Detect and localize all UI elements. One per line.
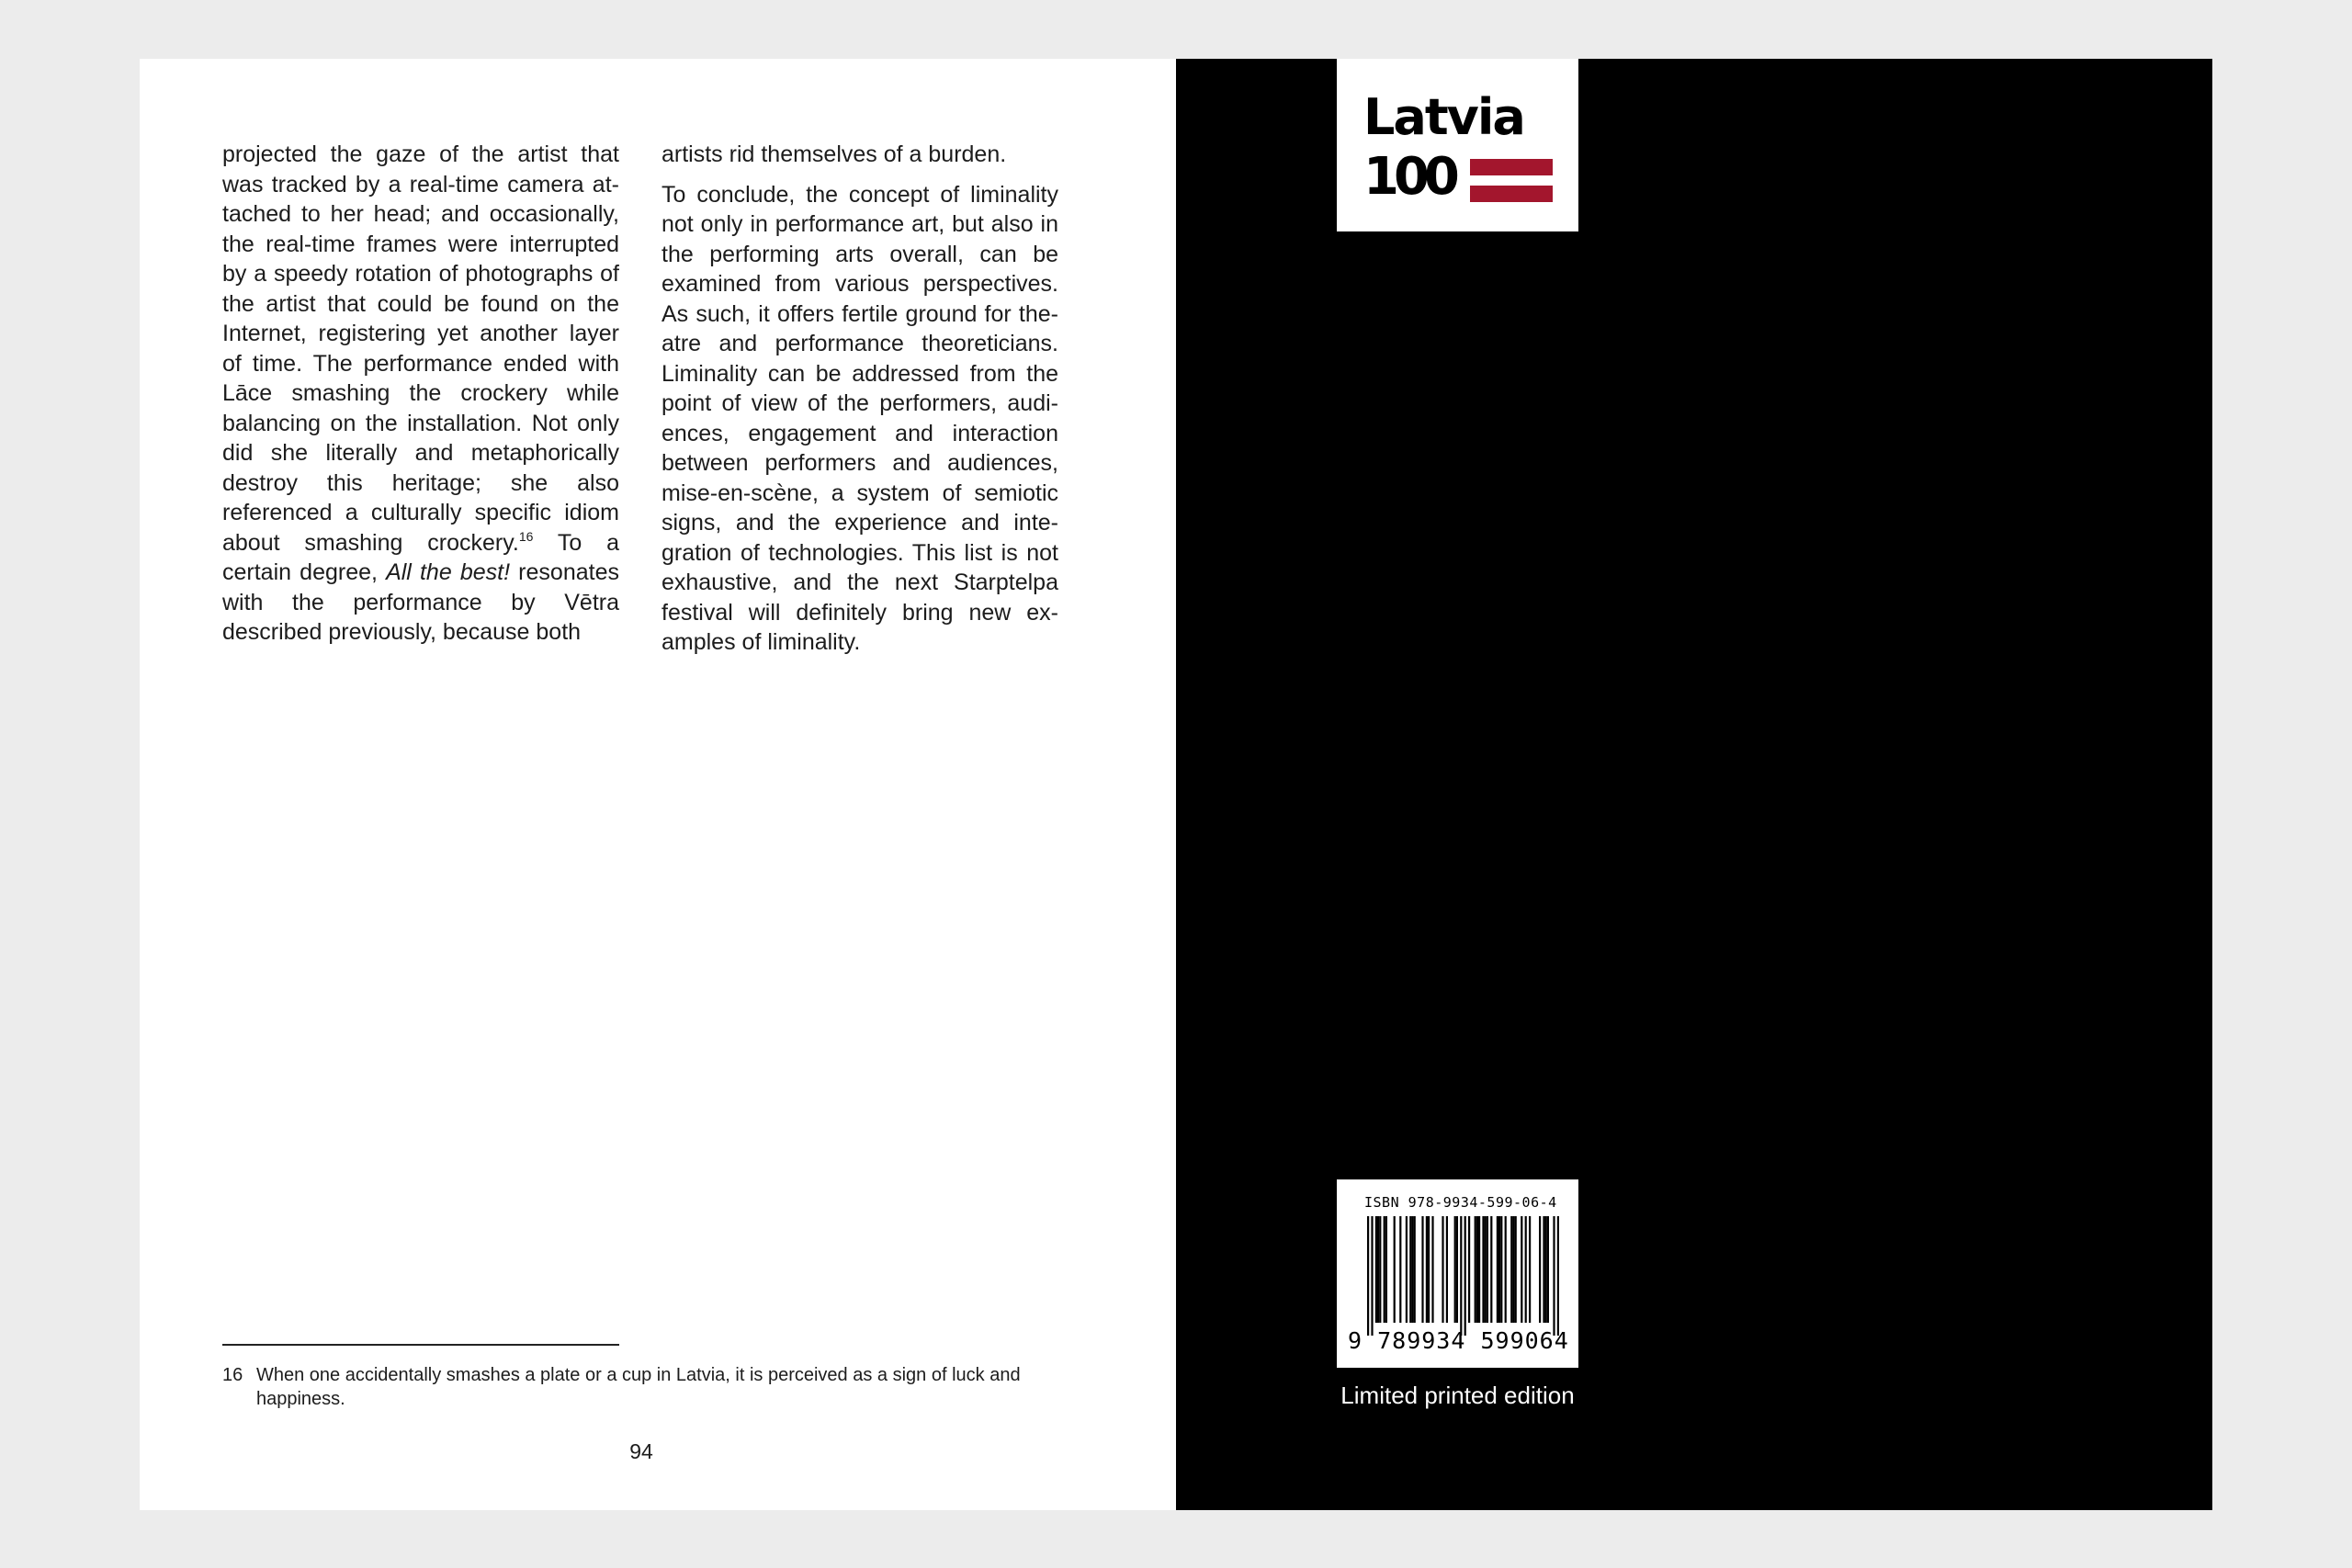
paragraph: To conclude, the concept of liminality not only in performance art, but also in the performing arts overall, can be examined from various perspectives. As such, it offers fertile ground for theatre and performance theoreticians. Liminality can be addressed from the point of view of the performers, audiences, engagement and interaction between performers and audiences, mise-en-scène, a system of semiotic signs, and the experience and integration of technologies. This list is not exhaustive, and the next Starptelpa festival will definitely bring new examples of liminality. bbox=[662, 181, 1058, 655]
latvia-100-logo bbox=[1337, 59, 1578, 231]
barcode-bar bbox=[1385, 1216, 1387, 1323]
isbn-barcode bbox=[1337, 1179, 1578, 1368]
barcode-bar bbox=[1543, 1216, 1544, 1323]
barcode-bar bbox=[1478, 1216, 1480, 1323]
barcode-bar bbox=[1367, 1216, 1369, 1336]
left-page bbox=[140, 59, 1176, 1510]
barcode-bar bbox=[1371, 1216, 1373, 1336]
barcode-bar bbox=[1411, 1216, 1413, 1323]
text-column-1 bbox=[222, 140, 619, 658]
logo-number: 100 bbox=[1363, 147, 1454, 207]
paragraph bbox=[222, 140, 619, 648]
barcode-bar bbox=[1460, 1216, 1462, 1336]
page-number: 94 bbox=[629, 1439, 653, 1463]
barcode-bar bbox=[1446, 1216, 1448, 1323]
barcode-bar bbox=[1512, 1216, 1514, 1323]
barcode-bar bbox=[1377, 1216, 1379, 1323]
barcode-digits: 9 789934 599064 bbox=[1348, 1327, 1569, 1354]
barcode-bar bbox=[1464, 1216, 1466, 1336]
footnote-text: When one accidentally smashes a plate or a cup in Latvia, it is perceived as a sign of luck and happiness. bbox=[256, 1365, 1021, 1409]
back-cover bbox=[1176, 59, 2212, 1510]
barcode-bar bbox=[1406, 1216, 1408, 1323]
barcode-bar bbox=[1498, 1216, 1500, 1323]
barcode-bar bbox=[1414, 1216, 1416, 1323]
edition-note: Limited printed edition bbox=[1340, 1382, 1575, 1409]
barcode-bar bbox=[1510, 1216, 1512, 1323]
barcode-bar bbox=[1431, 1216, 1433, 1323]
flag-stripe-top bbox=[1470, 159, 1553, 175]
barcode-bar bbox=[1399, 1216, 1401, 1323]
footnote-reference: 16 bbox=[518, 528, 534, 544]
barcode-bar bbox=[1515, 1216, 1517, 1323]
isbn-label: ISBN 978-9934-599-06-4 bbox=[1364, 1194, 1557, 1211]
barcode-bar bbox=[1409, 1216, 1411, 1323]
paragraph-text: resonates with the performance by Vētra described previously, because both bbox=[222, 559, 619, 645]
paragraph-text: projected the gaze of the artist that was tracked by a real-time camera attached to her head; and occasionally, the real-time frames were interrupted by a speedy rotation of photographs of the artist that could be found on the Internet, registering yet another layer of time. The performance ended with Lāce smashing the crockery while balancing on the installation. Not only did she literally and metaphorically destroy this heritage; she also referenced a culturally specific idiom about smashing crockery. bbox=[222, 141, 619, 556]
artwork-title: All the best! bbox=[386, 559, 511, 585]
barcode-bar bbox=[1421, 1216, 1423, 1323]
barcode-bar bbox=[1394, 1216, 1396, 1323]
barcode-bar bbox=[1442, 1216, 1443, 1323]
paragraph-text: To a certain degree, bbox=[222, 529, 620, 585]
barcode-bar bbox=[1500, 1216, 1502, 1323]
barcode-bar bbox=[1487, 1216, 1488, 1323]
barcode-bar bbox=[1529, 1216, 1531, 1323]
barcode-bar bbox=[1557, 1216, 1559, 1336]
barcode-bar bbox=[1375, 1216, 1377, 1323]
barcode-bar bbox=[1454, 1216, 1456, 1323]
latvian-flag-icon bbox=[1470, 159, 1553, 202]
barcode-bar bbox=[1426, 1216, 1428, 1323]
barcode-bar bbox=[1497, 1216, 1498, 1323]
flag-stripe-bottom bbox=[1470, 186, 1553, 202]
barcode-bar bbox=[1553, 1216, 1555, 1336]
barcode-bar bbox=[1525, 1216, 1527, 1323]
paragraph: artists rid themselves of a burden. bbox=[662, 141, 1007, 167]
barcode-bar bbox=[1475, 1216, 1476, 1323]
barcode-bar bbox=[1505, 1216, 1507, 1323]
barcode-bar bbox=[1490, 1216, 1492, 1323]
footnote-divider bbox=[222, 1344, 619, 1346]
barcode-bar bbox=[1428, 1216, 1430, 1323]
barcode-bar bbox=[1482, 1216, 1484, 1323]
barcode-bar bbox=[1468, 1216, 1470, 1323]
barcode-bar bbox=[1456, 1216, 1458, 1323]
barcode-bar bbox=[1476, 1216, 1478, 1323]
text-column-2 bbox=[662, 140, 1058, 668]
barcode-bar bbox=[1521, 1216, 1522, 1323]
logo-word: Latvia bbox=[1363, 88, 1524, 146]
barcode-bar bbox=[1485, 1216, 1487, 1323]
barcode-bar bbox=[1545, 1216, 1547, 1323]
barcode-bar bbox=[1539, 1216, 1541, 1323]
barcode-bar bbox=[1547, 1216, 1549, 1323]
barcode-bar bbox=[1379, 1216, 1381, 1323]
barcode-bar bbox=[1384, 1216, 1385, 1323]
footnote-number: 16 bbox=[222, 1365, 243, 1385]
footnote bbox=[222, 1363, 1058, 1411]
